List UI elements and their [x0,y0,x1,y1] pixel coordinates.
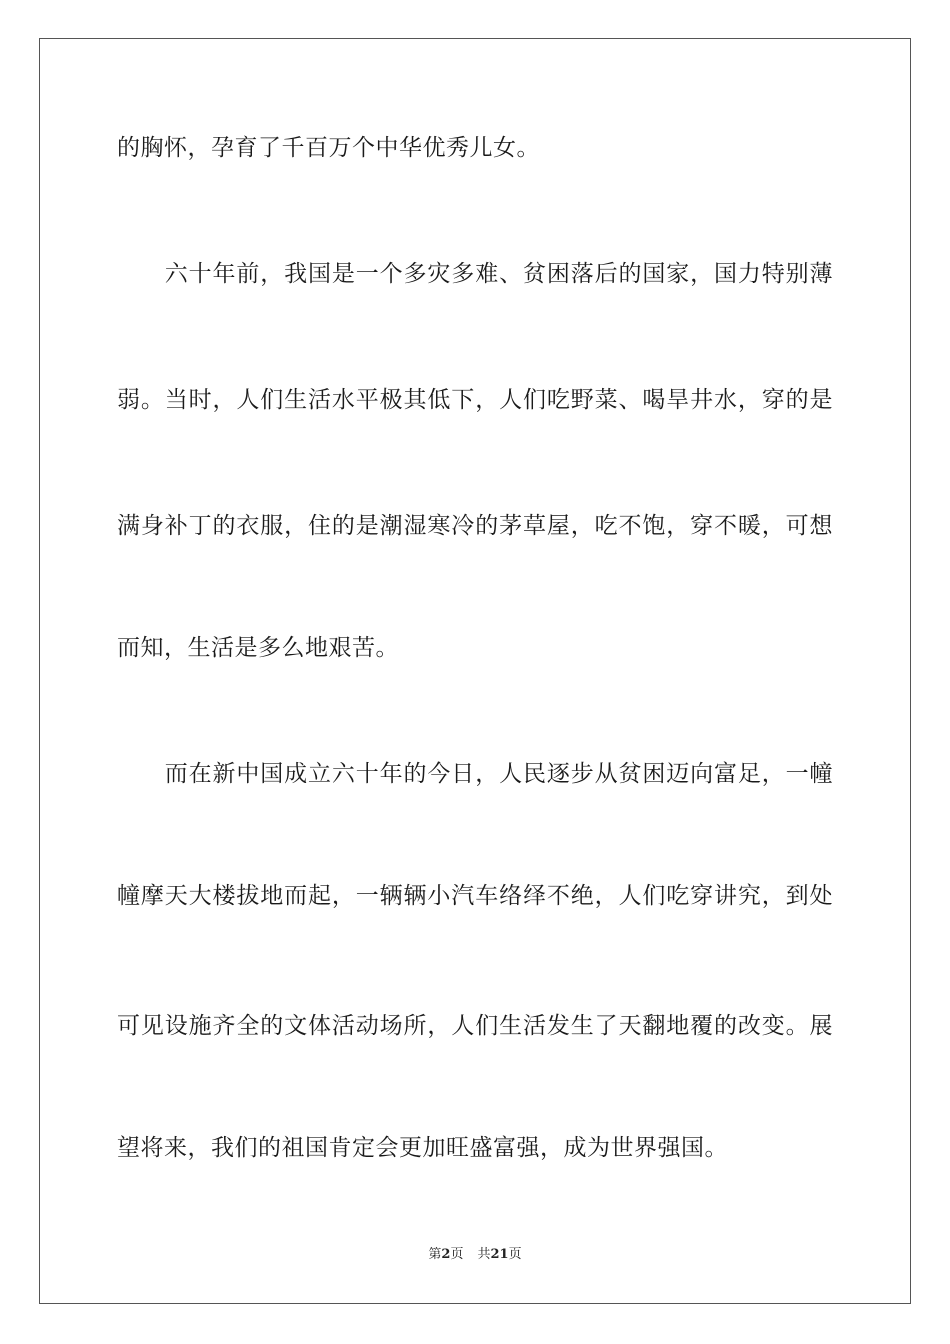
text-line: 弱。当时，人们生活水平极其低下，人们吃野菜、喝旱井水，穿的是 [117,387,833,413]
page-prefix: 第 [428,1247,442,1262]
total-prefix: 共 [477,1247,491,1262]
page-number: 2 [441,1247,451,1262]
text-line: 可见设施齐全的文体活动场所，人们生活发生了天翻地覆的改变。展 [117,1013,833,1039]
text-line: 六十年前，我国是一个多灾多难、贫困落后的国家，国力特别薄 [117,261,833,287]
text-line: 的胸怀，孕育了千百万个中华优秀儿女。 [117,135,540,161]
text-line: 幢摩天大楼拔地而起，一辆辆小汽车络绎不绝，人们吃穿讲究，到处 [117,883,833,909]
page-suffix: 页 [450,1247,464,1262]
total-pages: 21 [490,1247,509,1262]
text-line: 望将来，我们的祖国肯定会更加旺盛富强，成为世界强国。 [117,1135,728,1161]
page-border [39,38,911,1304]
text-line: 而知，生活是多么地艰苦。 [117,635,399,661]
text-line: 而在新中国成立六十年的今日，人民逐步从贫困迈向富足，一幢 [117,761,833,787]
page-footer [0,1246,950,1264]
text-line: 满身补丁的衣服，住的是潮湿寒冷的茅草屋，吃不饱，穿不暖，可想 [117,513,833,539]
total-suffix: 页 [508,1247,522,1262]
